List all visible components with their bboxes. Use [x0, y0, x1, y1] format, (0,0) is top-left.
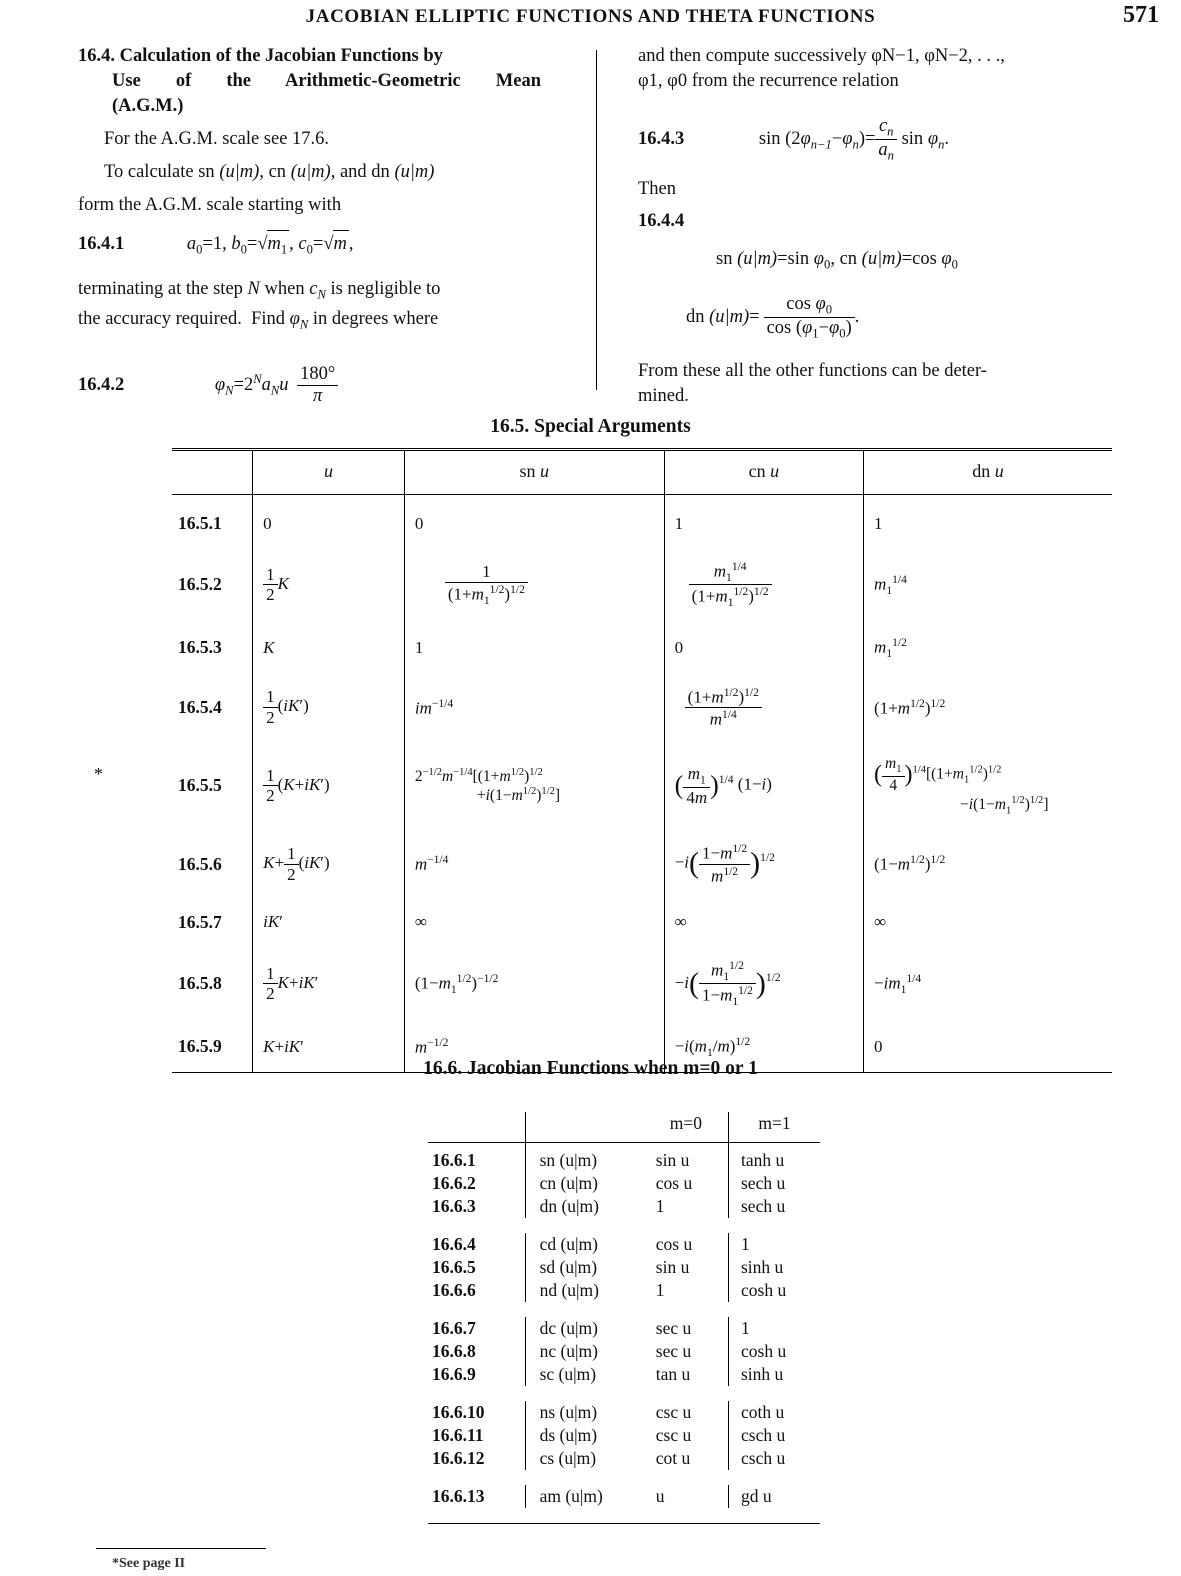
- cell-m0: sec u: [655, 1318, 692, 1338]
- recurrence-intro-line1: and then compute successively φN−1, φN−2, . . .,: [638, 46, 1005, 66]
- cell-function: dc (u|m): [525, 1317, 644, 1340]
- equation-16-4-3-number: 16.4.3: [638, 128, 685, 149]
- column-header-dn: dn u: [864, 450, 1112, 495]
- table-bottom-rule: [428, 1524, 820, 1525]
- cell-cn: $-i(m_1/m)^{1/2}$: [664, 1022, 863, 1073]
- two-column-block: [78, 44, 1108, 407]
- row-number: 16.6.8: [432, 1341, 476, 1361]
- cell-function: cn (u|m): [525, 1172, 644, 1195]
- cell-dn: $(1+m^{1/2})^{1/2}$: [864, 673, 1112, 742]
- table-header-row: [428, 1112, 820, 1143]
- cell-cn: ∞: [664, 899, 863, 946]
- closing-paragraph: [638, 359, 1108, 409]
- table-row: [172, 742, 1112, 829]
- running-head: JACOBIAN ELLIPTIC FUNCTIONS AND THETA FUNCTIONS: [305, 6, 876, 27]
- row-number: 16.6.7: [432, 1318, 476, 1338]
- cell-dn: ( $\frac{m_1}{4}$ )$^{1/4}[(1+m_1^{1/2})^{1/2}$ $-i(1-m_1^{1/2})^{1/2}$]: [864, 742, 1112, 829]
- cell-dn: $m_1^{1/4}$: [864, 547, 1112, 623]
- table-row: [428, 1401, 820, 1424]
- column-header-cn: cn u: [664, 450, 863, 495]
- table-row: [428, 1143, 820, 1173]
- cell-sn: $m^{-1/2}$: [404, 1022, 664, 1073]
- cell-dn: 1: [864, 495, 1112, 548]
- cell-m1: cosh u: [729, 1279, 821, 1302]
- row-number: 16.5.7: [178, 911, 222, 932]
- row-number: 16.5.5: [178, 775, 222, 796]
- cell-m0: cot u: [655, 1448, 691, 1468]
- row-number: 16.6.11: [432, 1425, 484, 1445]
- cell-m1: csch u: [729, 1424, 821, 1447]
- row-number: 16.5.2: [178, 574, 222, 595]
- footnote-rule: [96, 1548, 266, 1549]
- cell-m0: sec u: [655, 1341, 692, 1361]
- cell-sn: 1: [404, 623, 664, 673]
- row-number: 16.5.3: [178, 637, 222, 658]
- terminating-note-line1: [78, 277, 541, 338]
- equation-16-4-1: [78, 230, 541, 263]
- table-row: [172, 547, 1112, 623]
- cell-m0: tan u: [655, 1364, 691, 1384]
- row-number: 16.6.4: [432, 1234, 476, 1254]
- cell-function: sd (u|m): [525, 1256, 644, 1279]
- cell-m1: cosh u: [729, 1340, 821, 1363]
- table-row: [428, 1233, 820, 1256]
- section-16-4-title-line2: Use of the Arithmetic-Geometric Mean: [112, 71, 541, 91]
- section-16-4-title-line3: (A.G.M.): [112, 96, 184, 116]
- section-16-5-title: 16.5. Special Arguments: [490, 416, 691, 437]
- cell-m1: sech u: [729, 1195, 821, 1218]
- terminating-line2: the accuracy required. Find $\varphi_N$ in degrees where: [78, 309, 439, 333]
- terminating-line1: terminating at the step N when $c_N$ is negligible to: [78, 278, 441, 302]
- calculate-intro-text: To calculate sn: [104, 162, 215, 182]
- cell-m0: cos u: [655, 1173, 693, 1193]
- row-number: 16.5.6: [178, 853, 222, 874]
- cell-m1: coth u: [729, 1401, 821, 1424]
- equation-16-4-2-number: 16.4.2: [78, 375, 125, 396]
- cell-m1: 1: [729, 1233, 821, 1256]
- cell-sn: $im^{-1/4}$: [404, 673, 664, 742]
- column-header-m0: m=0: [669, 1113, 702, 1133]
- equation-16-4-2: [78, 364, 541, 408]
- row-number: 16.6.12: [432, 1448, 485, 1468]
- equation-16-4-1-body: $a_0=1$, $b_0=√m_1$ , $c_0=√m$ ,: [187, 230, 354, 263]
- equation-16-4-2-body: $\varphi_N=2^Na_Nu$ $\frac{180^\circ}{\pi}$: [215, 364, 338, 408]
- table-row: [428, 1256, 820, 1279]
- cell-cn: $\frac{(1+m^{1/2})^{1/2}}{m^{1/4}}$: [664, 673, 863, 742]
- cell-m1: sinh u: [729, 1363, 821, 1386]
- table-row: [172, 623, 1112, 673]
- cell-function: ds (u|m): [525, 1424, 644, 1447]
- cell-m0: csc u: [655, 1425, 692, 1445]
- row-number: 16.6.6: [432, 1280, 476, 1300]
- cell-function: nd (u|m): [525, 1279, 644, 1302]
- cell-m0: 1: [655, 1280, 665, 1300]
- column-header-m1: m=1: [729, 1112, 821, 1143]
- equation-16-4-4-line2: dn (u|m)= $\frac{\cos \varphi_0}{\cos (\varphi_1-\varphi_0)}$ .: [686, 293, 860, 341]
- cell-dn: ∞: [864, 899, 1112, 946]
- table-row: [428, 1279, 820, 1302]
- cell-u: K+ $\frac{1}{2}$ (iK′): [253, 829, 405, 898]
- cell-u: $\frac{1}{2}$ K: [253, 547, 405, 623]
- table-row: [428, 1424, 820, 1447]
- cell-sn: ∞: [404, 899, 664, 946]
- cell-cn: $\frac{m_1^{1/4}}{(1+m_1^{1/2})^{1/2}}$: [664, 547, 863, 623]
- cell-function: nc (u|m): [525, 1340, 644, 1363]
- row-number: 16.6.2: [432, 1173, 476, 1193]
- row-number: 16.6.3: [432, 1196, 476, 1216]
- cell-function: ns (u|m): [525, 1401, 644, 1424]
- cell-m0: csc u: [655, 1402, 692, 1422]
- calculate-intro-2: form the A.G.M. scale starting with: [78, 195, 342, 215]
- agm-scale-note: For the A.G.M. scale see 17.6.: [104, 129, 330, 149]
- section-16-6-title: 16.6. Jacobian Functions when m=0 or 1: [423, 1058, 758, 1079]
- cell-cn: −i( $\frac{m_1^{1/2}}{1-m_1^{1/2}}$ )$^{1/2}$: [664, 946, 863, 1022]
- equation-16-4-1-number: 16.4.1: [78, 234, 125, 254]
- row-number: 16.6.13: [432, 1486, 485, 1506]
- table-row: [172, 673, 1112, 742]
- row-number: 16.6.5: [432, 1257, 476, 1277]
- calculate-intro-math: (u|m), cn (u|m), and dn (u|m): [219, 162, 435, 182]
- cell-u: iK′: [253, 899, 405, 946]
- cell-u: K: [253, 623, 405, 673]
- table-row: [428, 1195, 820, 1218]
- equation-16-4-3-body: $\sin (2\varphi_{n-1}-\varphi_n)=$ $\frac{c_n}{a_n}$ $\sin \varphi_n$.: [758, 116, 949, 163]
- table-row: [172, 899, 1112, 946]
- table-header-row: [172, 450, 1112, 495]
- cell-sn: $m^{-1/4}$: [404, 829, 664, 898]
- row-number: 16.5.1: [172, 495, 253, 548]
- cell-m1: sech u: [729, 1172, 821, 1195]
- cell-function: cs (u|m): [525, 1447, 644, 1470]
- table-row: [428, 1363, 820, 1386]
- cell-function: sn (u|m): [525, 1143, 644, 1173]
- cell-m1: 1: [729, 1317, 821, 1340]
- row-spacer: [428, 1218, 820, 1233]
- recurrence-intro-line2: φ1, φ0 from the recurrence relation: [638, 71, 899, 91]
- cell-sn: $(1-m_1^{1/2})^{-1/2}$: [404, 946, 664, 1022]
- cell-m0: u: [655, 1486, 665, 1506]
- cell-u: $\frac{1}{2}$ (iK′): [253, 673, 405, 742]
- footnote-text: *See page II: [112, 1556, 186, 1571]
- cell-cn: 0: [664, 623, 863, 673]
- table-row: [172, 946, 1112, 1022]
- cell-dn: $(1-m^{1/2})^{1/2}$: [864, 829, 1112, 898]
- equation-16-4-4-line1: sn (u|m)=sin $\varphi_0$, cn (u|m)=cos $\varphi_0$: [716, 249, 958, 272]
- section-16-4-heading: [78, 44, 541, 119]
- cell-cn: 1: [664, 495, 863, 548]
- cell-cn: −i( $\frac{1-m^{1/2}}{m^{1/2}}$ )$^{1/2}$: [664, 829, 863, 898]
- cell-function: dn (u|m): [525, 1195, 644, 1218]
- cell-u: 0: [253, 495, 405, 548]
- cell-function: am (u|m): [525, 1485, 644, 1508]
- cell-cn: ( $\frac{m_1}{4m}$ )$^{1/4}$ (1−i): [664, 742, 863, 829]
- cell-function: cd (u|m): [525, 1233, 644, 1256]
- row-number: 16.5.4: [178, 696, 222, 717]
- column-header-u: u: [253, 450, 405, 495]
- then-label: Then: [638, 179, 677, 200]
- cell-dn: 0: [864, 1022, 1112, 1073]
- table-row: [428, 1172, 820, 1195]
- row-number: 16.6.10: [432, 1402, 485, 1422]
- table-row: [428, 1317, 820, 1340]
- column-header-sn: sn u: [404, 450, 664, 495]
- cell-m1: tanh u: [729, 1143, 821, 1173]
- table-row: [428, 1340, 820, 1363]
- equation-16-4-4: [638, 208, 1108, 341]
- cell-u: $\frac{1}{2}$ K+iK′: [253, 946, 405, 1022]
- closing-line2: mined.: [638, 386, 689, 407]
- cell-m0: 1: [655, 1196, 665, 1216]
- cell-u: K+iK′: [253, 1022, 405, 1073]
- equation-16-4-3: [638, 116, 1108, 163]
- closing-line1: From these all the other functions can be deter-: [638, 361, 987, 382]
- cell-dn: $-im_1^{1/4}$: [864, 946, 1112, 1022]
- section-16-4-title-line1: 16.4. Calculation of the Jacobian Functions by: [78, 46, 443, 66]
- table-row: [172, 829, 1112, 898]
- cell-m0: sin u: [644, 1143, 729, 1173]
- recurrence-intro: [638, 44, 1108, 94]
- equation-16-4-4-number: 16.4.4: [638, 211, 685, 232]
- column-divider: [596, 50, 597, 390]
- row-spacer: [428, 1508, 820, 1524]
- cell-sn: $2^{-1/2}m^{-1/4}[(1+m^{1/2})^{1/2}$ $+i(1-m^{1/2})^{1/2}$]: [404, 742, 664, 829]
- special-arguments-table: [94, 448, 1112, 1073]
- row-number: 16.5.9: [178, 1036, 222, 1057]
- row-number: 16.5.8: [178, 973, 222, 994]
- cell-sn: 0: [404, 495, 664, 548]
- cell-m0: sin u: [655, 1257, 690, 1277]
- cell-u: $\frac{1}{2}$ (K+iK′): [253, 742, 405, 829]
- right-column: [638, 44, 1108, 409]
- cell-m1: sinh u: [729, 1256, 821, 1279]
- table-row: [428, 1447, 820, 1470]
- page-number: 571: [1123, 2, 1159, 28]
- cell-function: sc (u|m): [525, 1363, 644, 1386]
- table-row: [428, 1485, 820, 1508]
- row-spacer: [428, 1386, 820, 1401]
- left-column: [78, 44, 541, 408]
- cell-m1: csch u: [729, 1447, 821, 1470]
- jacobian-functions-table: [428, 1112, 820, 1524]
- cell-dn: $m_1^{1/2}$: [864, 623, 1112, 673]
- row-spacer: [428, 1302, 820, 1317]
- footnote-marker: *: [94, 764, 103, 784]
- row-number: 16.6.1: [428, 1143, 525, 1173]
- row-number: 16.6.9: [432, 1364, 476, 1384]
- row-spacer: [428, 1470, 820, 1485]
- calculate-intro: [78, 160, 541, 185]
- cell-m0: cos u: [655, 1234, 693, 1254]
- cell-m1: gd u: [729, 1485, 821, 1508]
- table-row: [172, 495, 1112, 548]
- cell-sn: $\frac{1}{(1+m_1^{1/2})^{1/2}}$: [404, 547, 664, 623]
